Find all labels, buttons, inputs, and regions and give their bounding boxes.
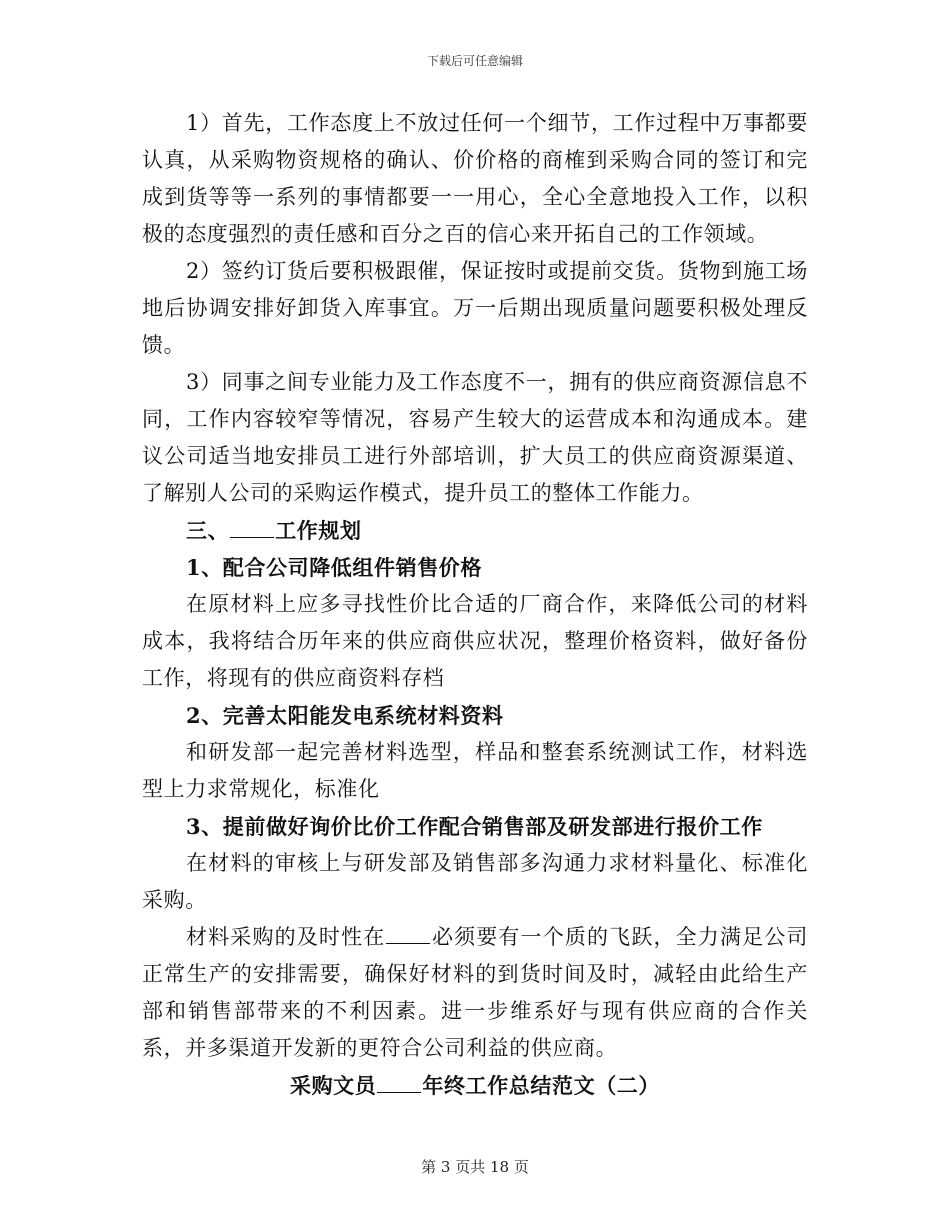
- document-body: [142, 105, 808, 1104]
- blank-underline: [386, 925, 430, 944]
- paragraph-7-prefix: 材料采购的及时性在: [186, 925, 386, 949]
- section-heading-suffix: 工作规划: [275, 518, 362, 543]
- section-heading-prefix: 三、: [186, 518, 230, 543]
- blank-underline: [377, 1074, 421, 1093]
- title-prefix: 采购文员: [289, 1073, 377, 1098]
- paragraph-7-suffix: 必须要有一个质的飞跃，全力满足公司正常生产的安排需要，确保好材料的到货时间及时，减轻由此给生产部和销售部带来的不利因素。进一步维系好与现有供应商的合作关系，并多渠道开发新的更符合公司利益的供应商。: [142, 925, 808, 1060]
- paragraph-4: 在原材料上应多寻找性价比合适的厂商合作，来降低公司的材料成本，我将结合历年来的供应商供应状况，整理价格资料，做好备份工作，将现有的供应商资料存档: [142, 592, 808, 690]
- next-section-title: [142, 1067, 808, 1104]
- title-suffix: 年终工作总结范文（二）: [422, 1073, 660, 1098]
- section-heading-3: [142, 512, 808, 549]
- subheading-1: 1、配合公司降低组件销售价格: [186, 555, 483, 580]
- paragraph-3: 3）同事之间专业能力及工作态度不一，拥有的供应商资源信息不同，工作内容较窄等情况，容易产生较大的运营成本和沟通成本。建议公司适当地安排员工进行外部培训，扩大员工的供应商资源渠道、了解别人公司的采购运作模式，提升员工的整体工作能力。: [142, 370, 808, 505]
- subheading-3: 3、提前做好询价比价工作配合销售部及研发部进行报价工作: [186, 814, 763, 839]
- paragraph-6: 在材料的审核上与研发部及销售部多沟通力求材料量化、标准化采购。: [142, 851, 808, 912]
- paragraph-5: 和研发部一起完善材料选型，样品和整套系统测试工作，材料选型上力求常规化，标准化: [142, 740, 808, 801]
- paragraph-2: 2）签约订货后要积极跟催，保证按时或提前交货。货物到施工场地后协调安排好卸货入库事宜。万一后期出现质量问题要积极处理反馈。: [142, 259, 808, 357]
- paragraph-1: 1）首先，工作态度上不放过任何一个细节，工作过程中万事都要认真，从采购物资规格的确认、价价格的商榷到采购合同的签订和完成到货等等一系列的事情都要一一用心，全心全意地投入工作，以积极的态度强烈的责任感和百分之百的信心来开拓自己的工作领域。: [142, 111, 808, 246]
- page-footer: 第 3 页共 18 页: [421, 1158, 529, 1176]
- blank-underline: [230, 519, 274, 538]
- subheading-2: 2、完善太阳能发电系统材料资料: [186, 703, 504, 728]
- page-header: 下载后可任意编辑: [426, 54, 523, 68]
- paragraph-7: [142, 919, 808, 1067]
